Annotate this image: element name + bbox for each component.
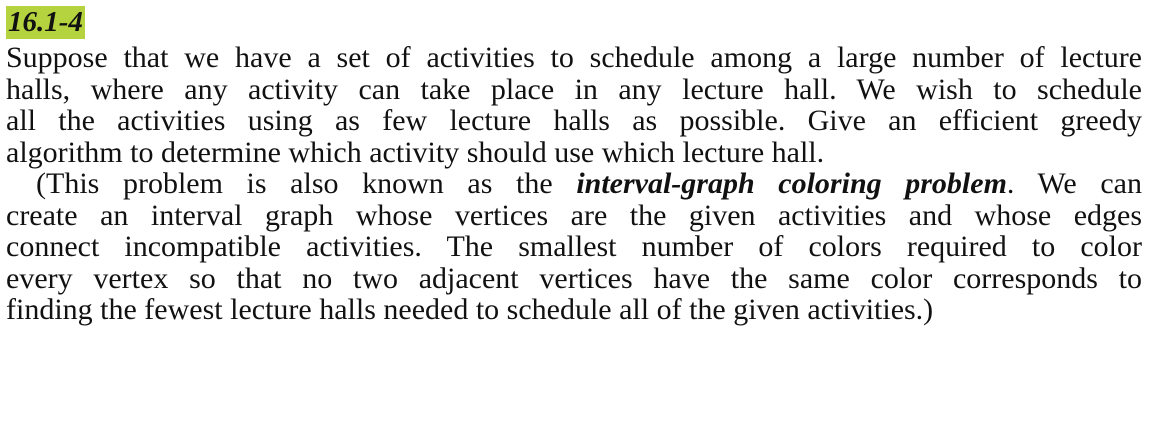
text-line: halls, where any activity can take place in any lecture hall. We wish to schedule	[6, 72, 1142, 106]
text-line: connect incompatible activities. The smallest number of colors required to color	[6, 230, 1142, 263]
exercise-page	[6, 0, 1142, 326]
text-line: every vertex so that no two adjacent vertices have the same color corresponds to	[6, 261, 1142, 295]
problem-statement	[6, 42, 1142, 168]
text-fragment: . We can	[1006, 167, 1142, 200]
text-line: all the activities using as few lecture halls as possible. Give an efficient greedy	[6, 104, 1142, 137]
text-line: create an interval graph whose vertices are the given activities and whose edges	[6, 198, 1142, 232]
text-line: Suppose that we have a set of activities to schedule among a large number of lecture	[6, 41, 1142, 74]
key-term: interval-graph coloring problem	[576, 167, 1007, 200]
text-line: finding the fewest lecture halls needed to schedule all of the given activities.)	[6, 293, 934, 326]
exercise-number: 16.1-4	[8, 6, 83, 38]
text-line	[6, 168, 1142, 200]
problem-note	[6, 168, 1142, 326]
text-line: algorithm to determine which activity should use which lecture hall.	[6, 135, 825, 169]
text-fragment: (This problem is also known as the	[36, 167, 577, 200]
